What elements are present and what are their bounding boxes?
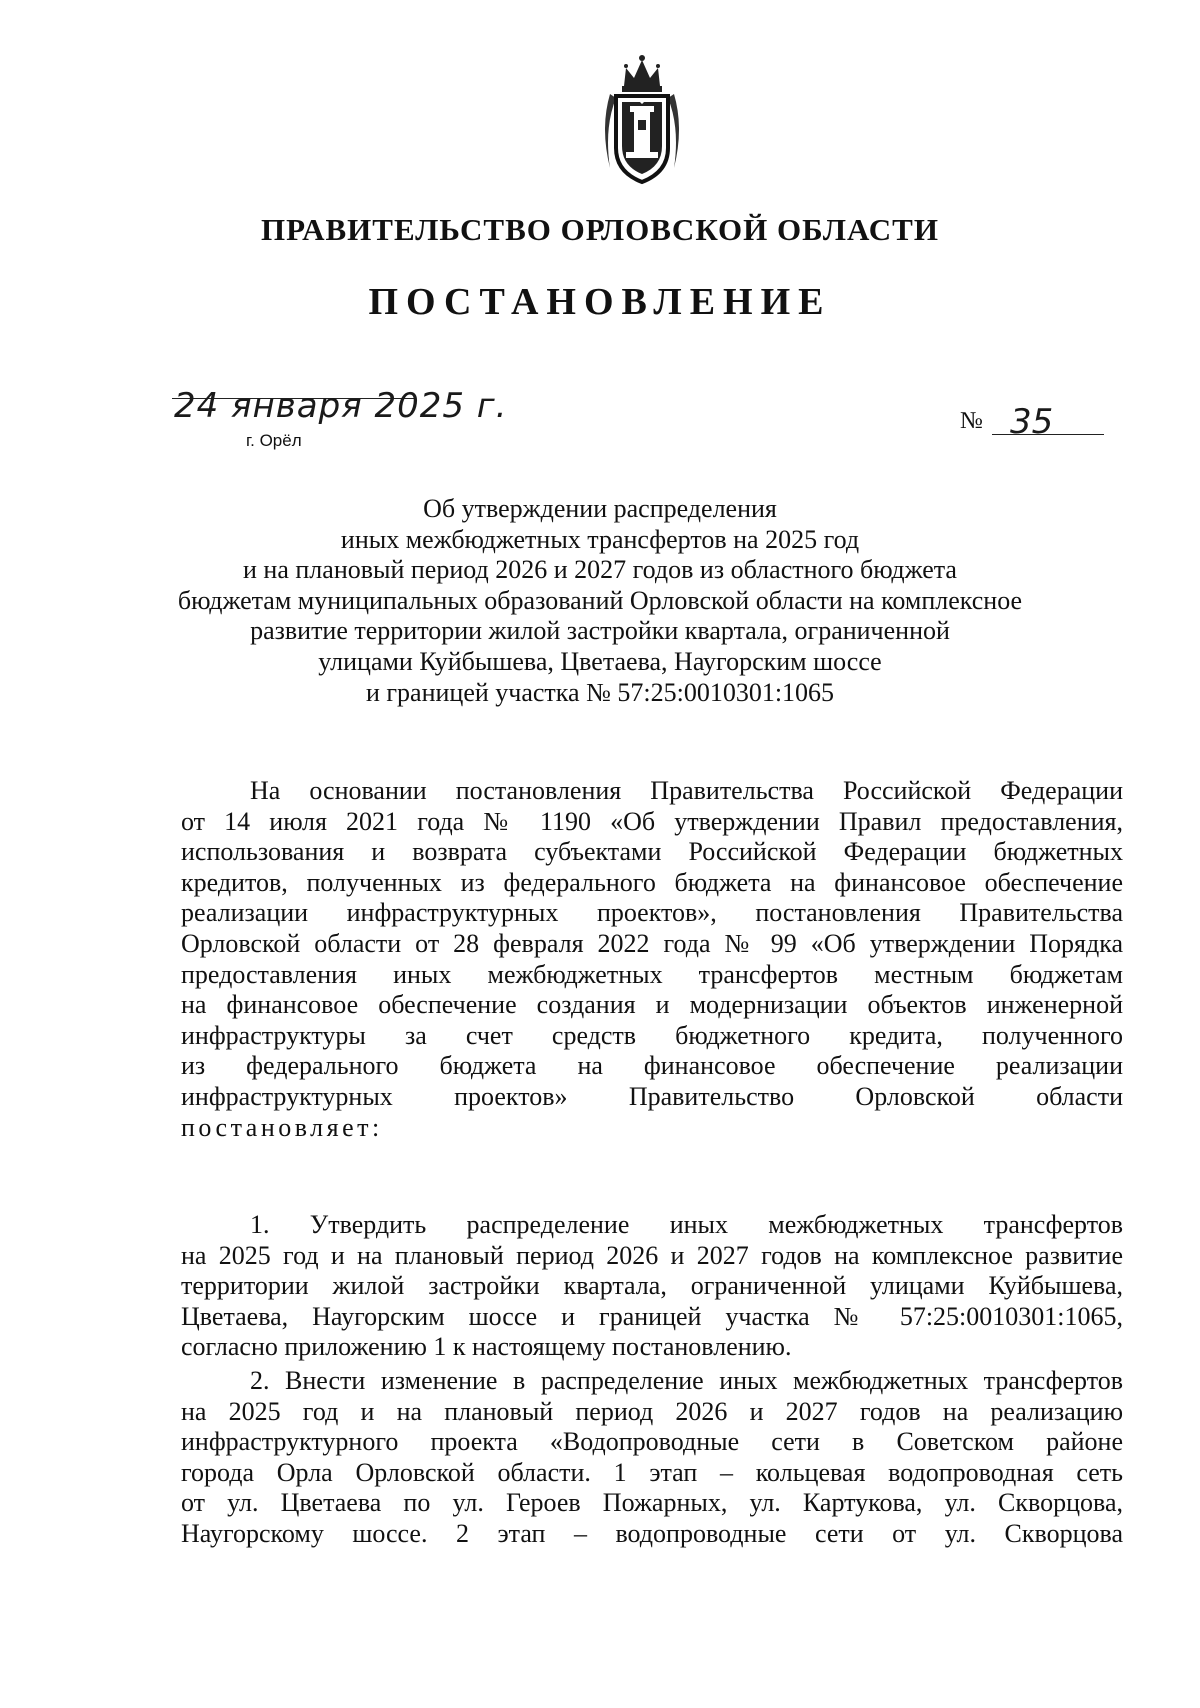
preamble-line: из федерального бюджета на финансовое обеспечение реализации <box>181 1051 1123 1081</box>
item-1-line: на 2025 год и на плановый период 2026 и 2027 годов на комплексное развитие <box>181 1240 1123 1270</box>
preamble-line: предоставления иных межбюджетных трансфертов местным бюджетам <box>181 959 1123 989</box>
item-2-paragraph <box>181 1366 1123 1550</box>
preamble-resolves-line: постановляет: <box>181 1112 383 1142</box>
subject-line: бюджетам муниципальных образований Орловской области на комплексное <box>177 585 1023 615</box>
subject-line: иных межбюджетных трансфертов на 2025 год <box>340 524 860 554</box>
item-1-line: 1. Утвердить распределение иных межбюджетных трансфертов <box>250 1210 1123 1239</box>
number-sign: № <box>960 408 983 434</box>
item-2-line: инфраструктурного проекта «Водопроводные сети в Советском районе <box>181 1427 1123 1457</box>
preamble-line: от 14 июля 2021 года № 1190 «Об утверждении Правил предоставления, <box>181 806 1123 836</box>
preamble-line: кредитов, полученных из федерального бюджета на финансовое обеспечение <box>181 867 1123 897</box>
organization-title: ПРАВИТЕЛЬСТВО ОРЛОВСКОЙ ОБЛАСТИ <box>261 212 939 247</box>
preamble-line: Орловской области от 28 февраля 2022 года № 99 «Об утверждении Порядка <box>181 928 1123 958</box>
orel-oblast-coat-of-arms-icon <box>596 48 688 188</box>
number-handwritten: 35 <box>1010 402 1054 442</box>
preamble-paragraph <box>181 776 1123 1143</box>
subject-line: Об утверждении распределения <box>423 494 777 523</box>
preamble-line: на финансовое обеспечение создания и модернизации объектов инженерной <box>181 990 1123 1020</box>
subject-line: и на плановый период 2026 и 2027 годов из областного бюджета <box>243 555 957 585</box>
preamble-line: инфраструктуры за счет средств бюджетного кредита, полученного <box>181 1020 1123 1050</box>
item-1-line: согласно приложению 1 к настоящему постановлению. <box>181 1332 792 1362</box>
subject-line: и границей участка № 57:25:0010301:1065 <box>365 677 835 707</box>
preamble-line: На основании постановления Правительства Российской Федерации <box>250 776 1123 805</box>
item-1-paragraph <box>181 1210 1123 1363</box>
item-2-line: на 2025 год и на плановый период 2026 и 2027 годов на реализацию <box>181 1396 1123 1426</box>
subject-line: улицами Куйбышева, Цветаева, Наугорским шоссе <box>318 646 882 676</box>
item-1-line: территории жилой застройки квартала, ограниченной улицами Куйбышева, <box>181 1271 1123 1301</box>
city-label: г. Орёл <box>246 431 302 450</box>
date-handwritten: 24 января 2025 г. <box>174 386 508 426</box>
item-2-line: Наугорскому шоссе. 2 этап – водопроводные сети от ул. Скворцова <box>181 1518 1123 1548</box>
item-2-line: от ул. Цветаева по ул. Героев Пожарных, ул. Картукова, ул. Скворцова, <box>181 1488 1123 1518</box>
item-2-line: 2. Внести изменение в распределение иных межбюджетных трансфертов <box>250 1366 1123 1395</box>
document-type-title: ПОСТАНОВЛЕНИЕ <box>368 281 832 323</box>
document-subject <box>140 494 1060 708</box>
preamble-line: использования и возврата субъектами Российской Федерации бюджетных <box>181 837 1123 867</box>
subject-line: развитие территории жилой застройки квартала, ограниченной <box>250 616 950 646</box>
item-1-line: Цветаева, Наугорским шоссе и границей участка № 57:25:0010301:1065, <box>181 1301 1123 1331</box>
preamble-line: инфраструктурных проектов» Правительство Орловской области <box>181 1081 1123 1111</box>
preamble-line: реализации инфраструктурных проектов», постановления Правительства <box>181 898 1123 928</box>
item-2-line: города Орла Орловской области. 1 этап – кольцевая водопроводная сеть <box>181 1457 1123 1487</box>
